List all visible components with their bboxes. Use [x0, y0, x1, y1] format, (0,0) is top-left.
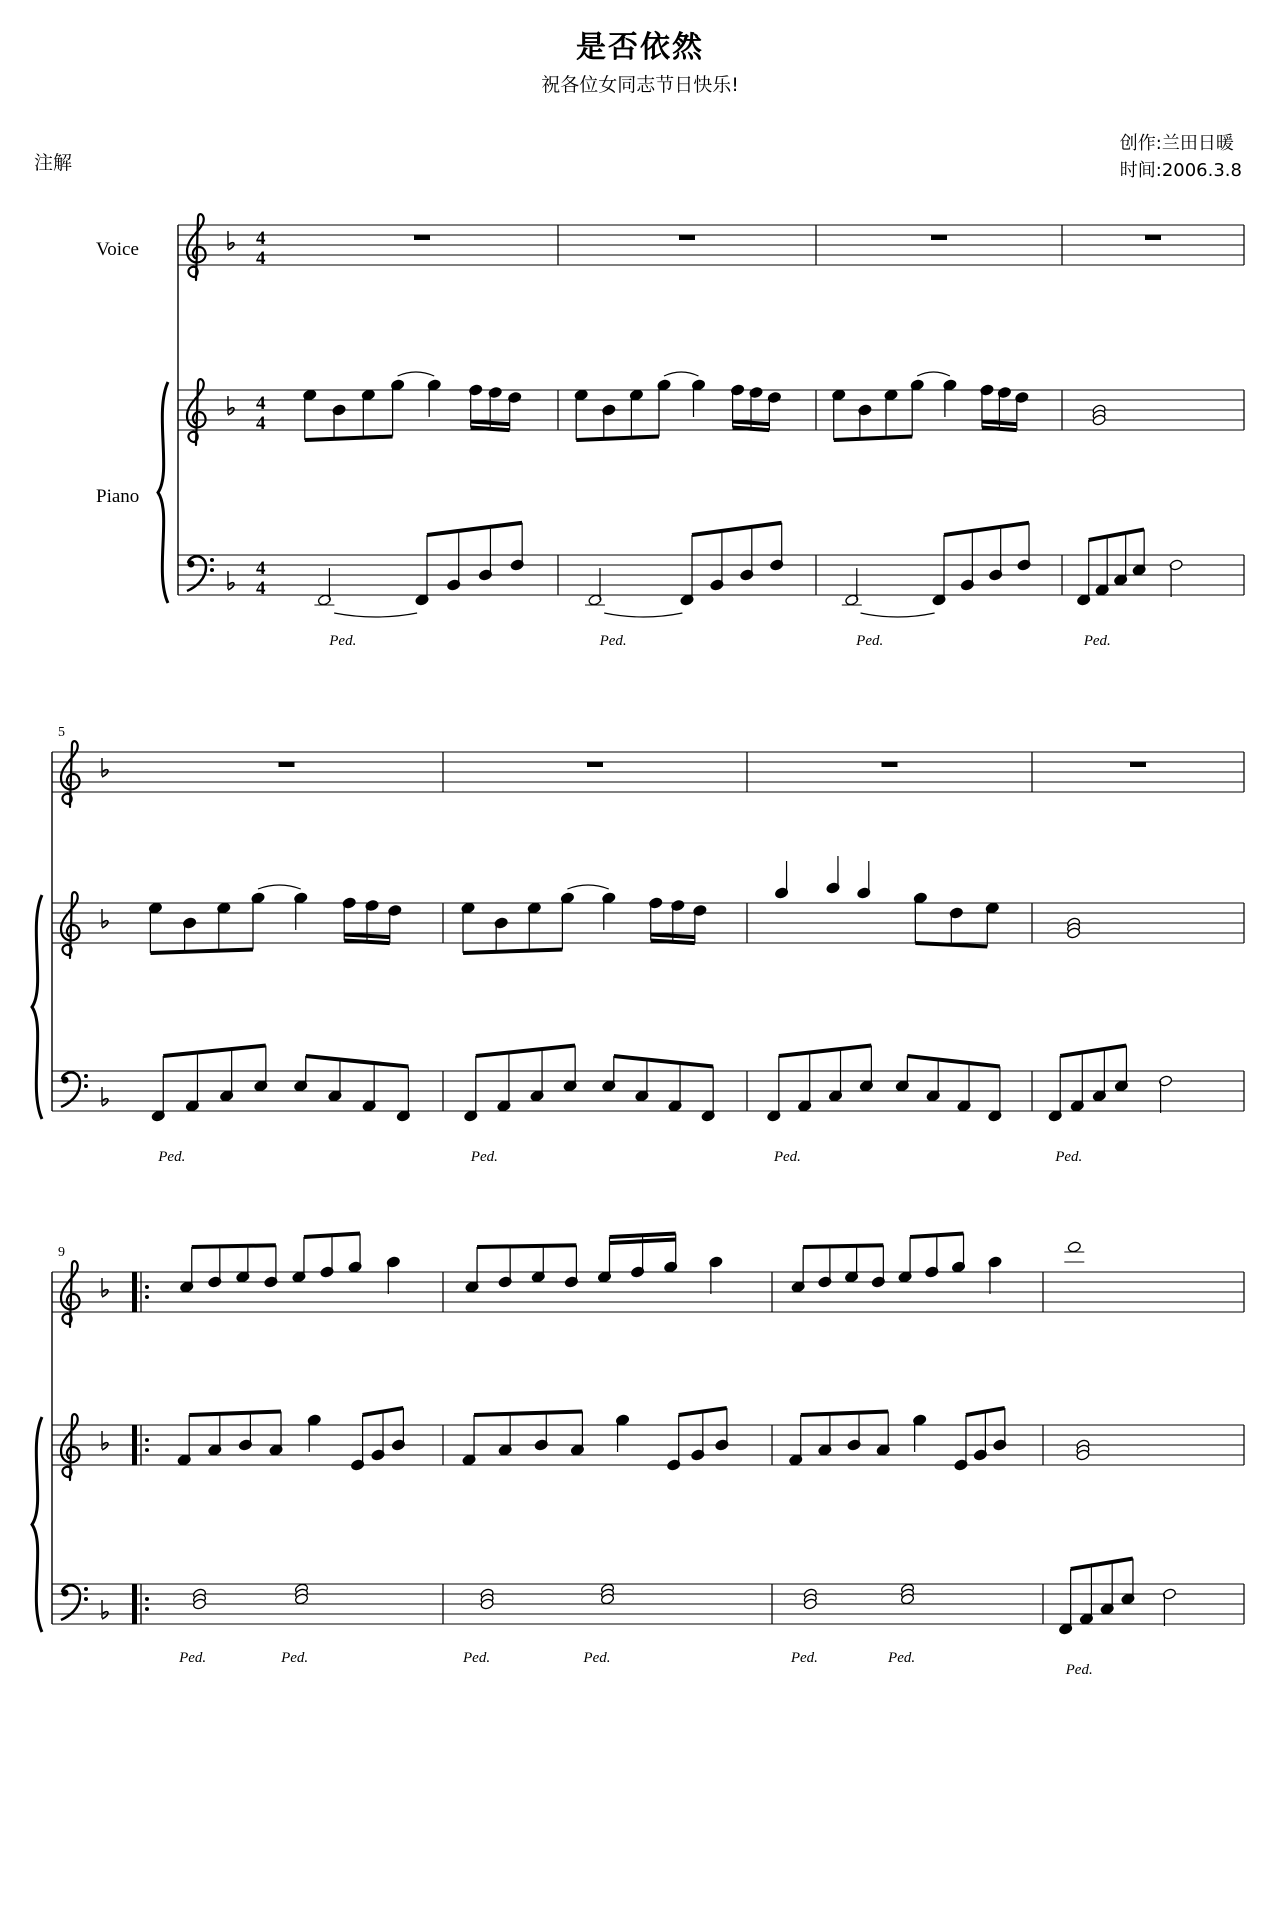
time-signature-top: 4	[256, 393, 266, 414]
pedal-mark: Ped.	[470, 1149, 498, 1165]
system-2	[32, 725, 1244, 1165]
time-signature-bottom: 4	[256, 578, 266, 599]
pedal-mark: Ped.	[599, 633, 627, 649]
note	[1169, 559, 1183, 597]
beamed-notes	[980, 384, 1029, 430]
measure-number: 9	[58, 1245, 65, 1260]
tie	[334, 613, 417, 617]
beamed-notes	[292, 1234, 362, 1284]
score-title: 是否依然	[576, 30, 704, 65]
beamed-notes	[461, 892, 575, 953]
piano-bass-staff	[52, 1584, 1244, 1624]
note	[943, 379, 957, 417]
flat-key-signature-icon	[102, 1431, 108, 1450]
beamed-notes	[303, 379, 405, 440]
whole-rest	[931, 235, 947, 240]
beamed-notes	[180, 1245, 278, 1293]
beamed-notes	[469, 384, 522, 430]
piano-brace	[32, 895, 42, 1119]
note-head	[1067, 1241, 1081, 1253]
tie	[664, 372, 699, 376]
beamed-notes	[913, 892, 999, 947]
beamed-notes	[294, 1056, 411, 1122]
note	[913, 1414, 927, 1452]
measure	[1077, 235, 1184, 649]
measure	[461, 762, 715, 1165]
time-signature-top: 4	[256, 558, 266, 579]
date-line: 时间:2006.3.8	[1119, 160, 1242, 181]
voice-staff	[52, 1272, 1244, 1312]
note	[307, 1414, 321, 1452]
beamed-notes	[895, 1056, 1002, 1122]
whole-rest	[1130, 762, 1146, 767]
tie	[567, 885, 608, 889]
note	[1067, 1241, 1081, 1253]
pedal-mark: Ped.	[773, 1149, 801, 1165]
notes-label: 注解	[34, 152, 73, 174]
time-signature	[256, 558, 266, 599]
time-signature	[256, 393, 266, 434]
tie	[604, 613, 682, 617]
note	[1162, 1588, 1176, 1626]
pedal-mark: Ped.	[790, 1650, 818, 1666]
chord	[480, 1588, 494, 1610]
flat-key-signature-icon	[228, 396, 234, 415]
beamed-notes	[789, 1412, 891, 1467]
pedal-mark: Ped.	[1065, 1662, 1093, 1678]
time-signature-bottom: 4	[256, 413, 266, 434]
beamed-notes	[954, 1408, 1007, 1471]
time-signature-top: 4	[256, 228, 266, 249]
measure	[1059, 1241, 1177, 1678]
beamed-notes	[680, 523, 784, 606]
note	[588, 568, 602, 606]
pedal-mark: Ped.	[158, 1149, 186, 1165]
pedal-mark: Ped.	[463, 1650, 491, 1666]
pedal-mark: Ped.	[583, 1650, 611, 1666]
note	[709, 1256, 723, 1294]
voice-label: Voice	[96, 239, 139, 260]
flat-key-signature-icon	[102, 1278, 108, 1297]
pedal-mark: Ped.	[329, 633, 357, 649]
chord	[1066, 917, 1080, 939]
pedal-mark: Ped.	[1055, 1149, 1083, 1165]
pedal-mark: Ped.	[888, 1650, 916, 1666]
chord	[1092, 404, 1106, 426]
treble-clef-icon	[187, 379, 206, 445]
flat-key-signature-icon	[228, 231, 234, 250]
beamed-notes	[791, 1245, 885, 1293]
tie	[917, 372, 950, 376]
note	[317, 568, 331, 606]
flat-key-signature-icon	[102, 758, 108, 777]
note	[826, 856, 840, 894]
beamed-notes	[667, 1408, 729, 1471]
beamed-notes	[177, 1412, 283, 1467]
note	[427, 379, 441, 417]
beamed-notes	[730, 384, 781, 430]
measure	[177, 1234, 405, 1667]
measure	[1048, 762, 1173, 1165]
treble-clef-icon	[61, 741, 80, 807]
note	[602, 892, 616, 930]
bass-clef-icon	[61, 1072, 88, 1107]
whole-rest	[679, 235, 695, 240]
beamed-notes	[932, 523, 1031, 606]
whole-rest	[414, 235, 430, 240]
measure	[462, 1234, 729, 1667]
piano-label: Piano	[96, 486, 140, 507]
bass-clef-icon	[61, 1585, 88, 1620]
beamed-notes	[465, 1245, 579, 1293]
beamed-notes	[462, 1412, 585, 1467]
measure	[574, 235, 784, 649]
measure	[767, 762, 1002, 1165]
measure	[789, 1234, 1007, 1667]
composer-line: 创作:兰田日暖	[1119, 133, 1234, 154]
flat-key-signature-icon	[102, 1087, 108, 1106]
time-signature-bottom: 4	[256, 248, 266, 269]
note	[386, 1256, 400, 1294]
whole-rest	[882, 762, 898, 767]
note	[691, 379, 705, 417]
chord	[294, 1583, 308, 1605]
beamed-notes	[649, 897, 707, 943]
flat-key-signature-icon	[102, 909, 108, 928]
note	[774, 861, 788, 899]
beamed-notes	[597, 1234, 677, 1284]
tie	[258, 885, 301, 889]
whole-rest	[279, 762, 295, 767]
voice-staff	[52, 752, 1244, 792]
measure	[832, 235, 1032, 649]
whole-rest	[1145, 235, 1161, 240]
pedal-mark: Ped.	[856, 633, 884, 649]
piano-bass-staff	[52, 1071, 1244, 1111]
treble-clef-icon	[61, 892, 80, 958]
note	[615, 1414, 629, 1452]
tie	[398, 372, 435, 376]
beamed-notes	[832, 379, 925, 440]
time-signature	[256, 228, 266, 269]
whole-rest	[587, 762, 603, 767]
treble-clef-icon	[61, 1414, 80, 1480]
beamed-notes	[342, 897, 402, 943]
score-subtitle: 祝各位女同志节日快乐!	[541, 74, 739, 96]
beamed-notes	[148, 892, 265, 953]
beamed-notes	[350, 1408, 405, 1471]
piano-brace	[158, 382, 168, 603]
pedal-mark: Ped.	[1083, 633, 1111, 649]
piano-treble-staff	[52, 903, 1244, 943]
system-1	[96, 214, 1244, 649]
voice-staff	[178, 225, 1244, 265]
pedal-mark: Ped.	[281, 1650, 309, 1666]
flat-key-signature-icon	[228, 571, 234, 590]
note	[857, 861, 871, 899]
chord	[803, 1588, 817, 1610]
piano-treble-staff	[52, 1425, 1244, 1465]
chord	[900, 1583, 914, 1605]
note	[988, 1256, 1002, 1294]
chord	[192, 1588, 206, 1610]
pedal-mark: Ped.	[179, 1650, 207, 1666]
piano-bass-staff	[178, 555, 1244, 595]
note	[294, 892, 308, 930]
piano-brace	[32, 1417, 42, 1632]
beamed-notes	[574, 379, 671, 440]
tie	[861, 613, 935, 617]
measure	[148, 762, 410, 1165]
beamed-notes	[415, 523, 524, 606]
beamed-notes	[898, 1234, 966, 1284]
flat-key-signature-icon	[102, 1600, 108, 1619]
treble-clef-icon	[187, 214, 206, 280]
note	[845, 568, 859, 606]
note	[1158, 1075, 1172, 1113]
beamed-notes	[602, 1056, 716, 1122]
chord	[1076, 1439, 1090, 1461]
bass-clef-icon	[187, 556, 214, 591]
chord	[600, 1583, 614, 1605]
system-3	[32, 1234, 1244, 1679]
measure	[303, 235, 525, 649]
measure-number: 5	[58, 725, 65, 740]
treble-clef-icon	[61, 1261, 80, 1327]
